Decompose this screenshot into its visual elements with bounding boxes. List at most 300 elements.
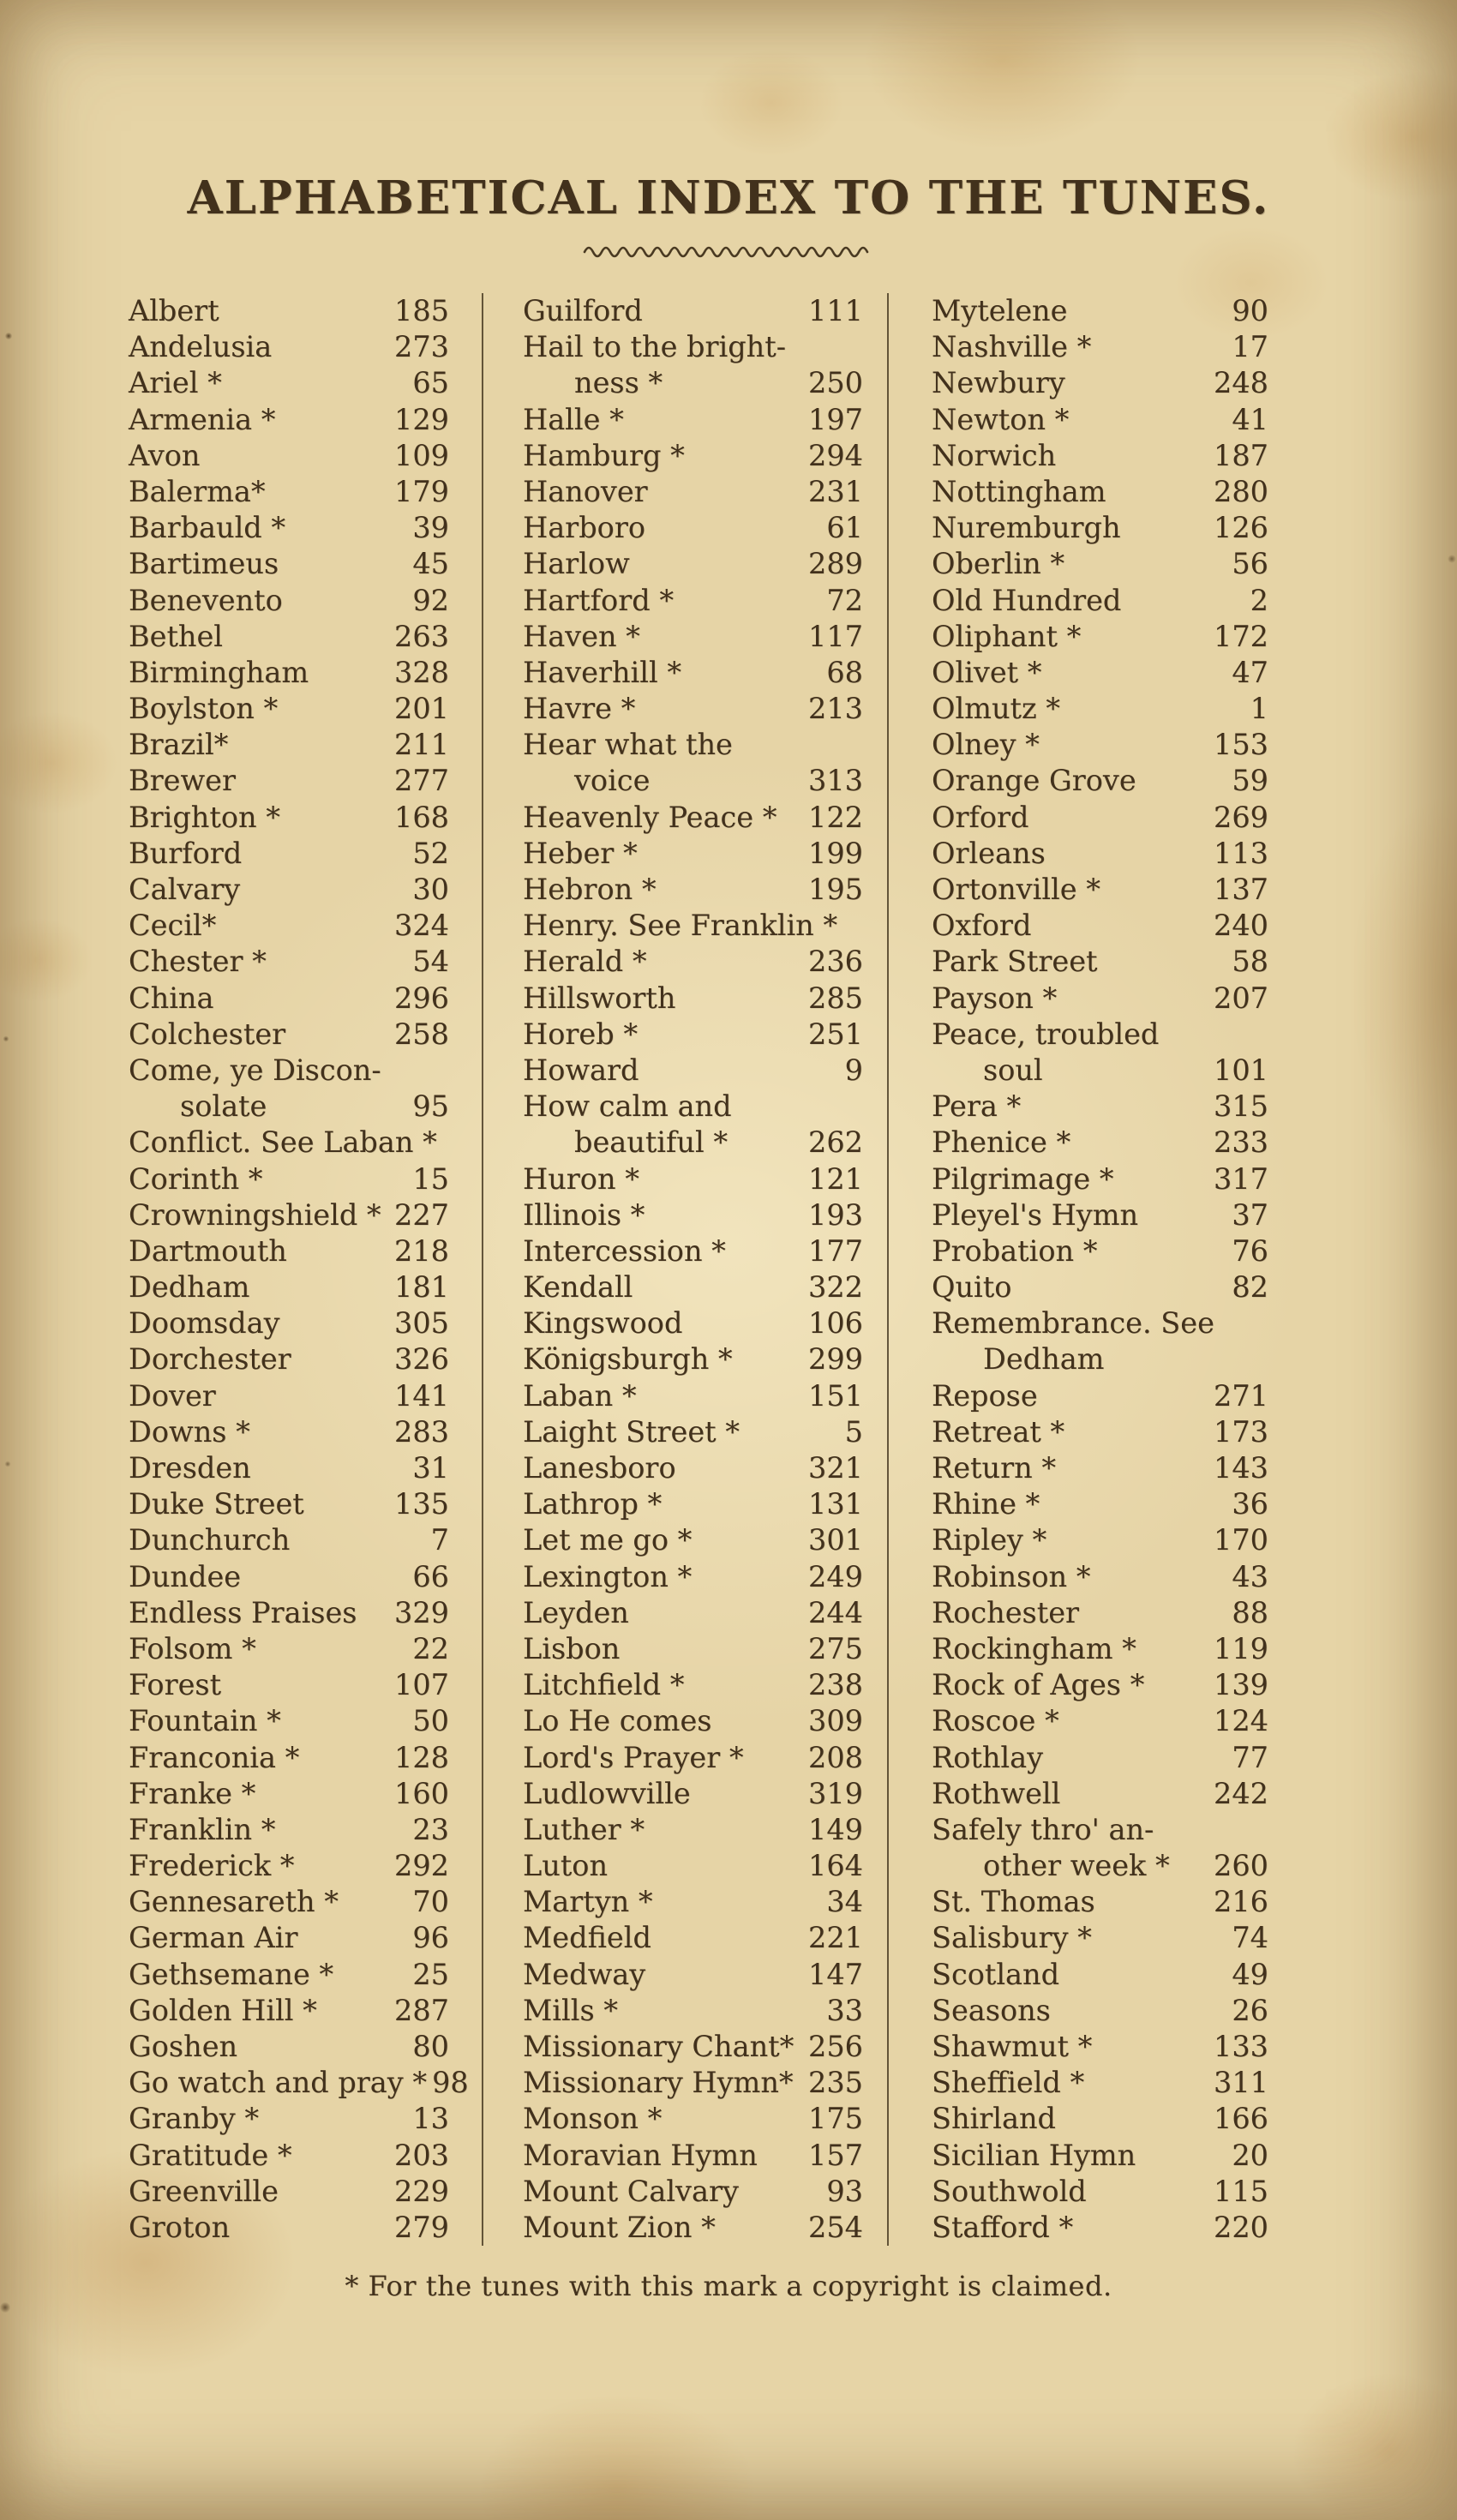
tune-name: Boylston * (129, 692, 279, 726)
page-number: 149 (808, 1812, 863, 1846)
page-number: 88 (1232, 1595, 1268, 1629)
page-number: 68 (826, 655, 863, 689)
page-number: 287 (394, 1993, 449, 2027)
tune-name: Rock of Ages * (932, 1668, 1145, 1702)
index-column-3 (887, 293, 1277, 2246)
index-entry-line (523, 1993, 863, 2029)
page-number: 324 (394, 909, 449, 943)
index-entry-line (523, 1125, 863, 1161)
tune-name: other week * (983, 1849, 1170, 1883)
tune-name: Lord's Prayer * (523, 1740, 744, 1774)
tune-name: Kendall (523, 1270, 633, 1305)
page-number: 279 (394, 2210, 449, 2244)
tune-name: Norwich (932, 438, 1057, 472)
index-entry-line (932, 546, 1268, 582)
tune-name: Lexington * (523, 1559, 693, 1593)
page-number: 321 (808, 1451, 863, 1485)
page-number: 124 (1214, 1704, 1268, 1738)
index-entry-line (932, 2138, 1268, 2174)
tune-name: Dunchurch (129, 1523, 291, 1557)
tune-name: Hebron * (523, 873, 657, 906)
index-entry-line (129, 1486, 449, 1522)
index-entry-line (129, 1631, 449, 1667)
index-entry-line (932, 2210, 1268, 2246)
index-entry-line (523, 438, 863, 474)
tune-name: Remembrance. See (932, 1306, 1214, 1341)
page-number: 216 (1214, 1885, 1268, 1919)
index-entry-line (129, 800, 449, 836)
index-entry-line (932, 1269, 1268, 1305)
tune-name: Nottingham (932, 474, 1106, 508)
index-entry-line (932, 1017, 1268, 1053)
page-number: 37 (1232, 1197, 1268, 1232)
tune-name: Harboro (523, 511, 645, 545)
index-entry-line (932, 1703, 1268, 1739)
tune-name: Quito (932, 1270, 1012, 1305)
index-entry-line (932, 981, 1268, 1017)
page-number: 195 (808, 873, 863, 906)
page-number: 15 (412, 1161, 449, 1196)
tune-name: Orange Grove (932, 764, 1136, 798)
tune-name: Intercession * (523, 1233, 726, 1268)
tune-name: Bartimeus (129, 547, 279, 581)
tune-name: Let me go * (523, 1523, 693, 1557)
page-number: 39 (412, 511, 449, 545)
page-number: 227 (394, 1197, 449, 1232)
index-entry-line (932, 619, 1268, 655)
tune-name: Moravian Hymn (523, 2138, 758, 2172)
tune-name: Crowningshield * (129, 1197, 381, 1232)
index-entry-line (129, 655, 449, 691)
tune-name: China (129, 981, 214, 1015)
index-entry-line (932, 1486, 1268, 1522)
index-entry-line (523, 1740, 863, 1776)
page-number: 289 (808, 547, 863, 581)
index-entry-line (523, 474, 863, 510)
page-number: 285 (808, 981, 863, 1015)
index-entry-line (129, 1703, 449, 1739)
page-number: 311 (1214, 2066, 1268, 2100)
index-entry-line (523, 1559, 863, 1595)
page-number: 262 (808, 1125, 863, 1160)
tune-name: Laban * (523, 1378, 637, 1413)
page-number: 117 (808, 619, 863, 653)
page-number: 147 (808, 1957, 863, 1991)
tune-name: Nuremburgh (932, 511, 1121, 545)
page-number: 22 (412, 1631, 449, 1665)
index-entry-line (129, 836, 449, 872)
tune-name: Ortonville * (932, 873, 1100, 906)
index-entry-line (932, 1740, 1268, 1776)
index-entry-line (932, 1233, 1268, 1269)
page-number: 220 (1214, 2210, 1268, 2244)
tune-name: Orford (932, 800, 1029, 834)
page-number: 292 (394, 1849, 449, 1883)
page-number: 47 (1232, 655, 1268, 689)
tune-name: Benevento (129, 583, 283, 617)
tune-name: Gratitude * (129, 2138, 292, 2172)
tune-name: Folsom * (129, 1631, 256, 1665)
page-number: 115 (1214, 2174, 1268, 2208)
index-entry-line (523, 1776, 863, 1812)
tune-name: Pera * (932, 1089, 1022, 1124)
page-number: 197 (808, 402, 863, 436)
page-number: 77 (1232, 1740, 1268, 1774)
page-number: 72 (826, 583, 863, 617)
tune-name: Olmutz * (932, 692, 1061, 726)
tune-name: Missionary Hymn* (523, 2066, 794, 2100)
page-number: 93 (826, 2174, 863, 2208)
page-number: 45 (412, 547, 449, 581)
tune-name: Lo He comes (523, 1704, 712, 1738)
page-number: 173 (1214, 1414, 1268, 1449)
page-number: 101 (1214, 1053, 1268, 1087)
tune-name: Lanesboro (523, 1451, 676, 1485)
index-entry-line (129, 691, 449, 727)
tune-name: Safely thro' an- (932, 1812, 1154, 1846)
page-number: 275 (808, 1631, 863, 1665)
tune-name: Luther * (523, 1812, 645, 1846)
page-number: 139 (1214, 1668, 1268, 1702)
tune-name: Bethel (129, 619, 224, 653)
wavy-rule-ornament (581, 242, 876, 259)
index-entry-line (129, 438, 449, 474)
index-entry-line (523, 944, 863, 980)
tune-name: Roscoe * (932, 1704, 1059, 1738)
page-number: 54 (412, 945, 449, 979)
tune-name: Greenville (129, 2174, 279, 2208)
page-number: 157 (808, 2138, 863, 2172)
index-entry-line (932, 1993, 1268, 2029)
tune-name: Olney * (932, 728, 1040, 762)
page-number: 273 (394, 330, 449, 364)
page-number: 305 (394, 1306, 449, 1341)
tune-name: Granby * (129, 2102, 260, 2136)
index-entry-line (523, 2029, 863, 2065)
index-entry-line (129, 1812, 449, 1848)
tune-name: soul (983, 1053, 1043, 1087)
tune-name: Endless Praises (129, 1595, 357, 1629)
page-number: 244 (808, 1595, 863, 1629)
tune-name: Ariel * (129, 366, 222, 400)
index-entry-line (523, 1595, 863, 1631)
tune-name: Go watch and pray * (129, 2066, 428, 2100)
page-number: 137 (1214, 873, 1268, 906)
tune-name: Halle * (523, 402, 624, 436)
page-number: 76 (1232, 1233, 1268, 1268)
index-entry-line (523, 1920, 863, 1956)
tune-name: Golden Hill * (129, 1993, 317, 2027)
page-number: 122 (808, 800, 863, 834)
tune-name: Groton (129, 2210, 231, 2244)
tune-name: Brazil* (129, 728, 229, 762)
page-number: 254 (808, 2210, 863, 2244)
index-entry-line (932, 1378, 1268, 1414)
index-entry-line (129, 1161, 449, 1197)
page-number: 168 (394, 800, 449, 834)
index-entry-line (523, 655, 863, 691)
tune-name: St. Thomas (932, 1885, 1095, 1919)
tune-name: Pilgrimage * (932, 1161, 1114, 1196)
tune-name: Hear what the (523, 728, 733, 762)
index-entry-line (932, 474, 1268, 510)
index-entry-line (932, 1848, 1268, 1884)
tune-name: beautiful * (574, 1125, 728, 1160)
page-number: 251 (808, 1017, 863, 1051)
index-entry-line (129, 510, 449, 546)
index-entry-line (523, 763, 863, 799)
page-number: 92 (412, 583, 449, 617)
tune-name: Medway (523, 1957, 646, 1991)
index-entry-line (932, 1920, 1268, 1956)
page-number: 277 (394, 764, 449, 798)
page-number: 256 (808, 2030, 863, 2063)
page-number: 181 (394, 1270, 449, 1305)
page-number: 233 (1214, 1125, 1268, 1160)
index-entry-line (523, 1450, 863, 1486)
index-entry-line (129, 365, 449, 401)
page-title: ALPHABETICAL INDEX TO THE TUNES. (187, 171, 1270, 225)
index-entry-line (932, 583, 1268, 619)
page-number: 326 (394, 1342, 449, 1377)
page-number: 328 (394, 655, 449, 689)
page-number: 17 (1232, 330, 1268, 364)
page-number: 135 (394, 1487, 449, 1521)
index-entry-line (523, 1341, 863, 1377)
tune-name: Forest (129, 1668, 222, 1702)
page-number: 280 (1214, 474, 1268, 508)
index-entry-line (523, 365, 863, 401)
tune-name: Southwold (932, 2174, 1087, 2208)
index-entry-line (932, 1812, 1268, 1848)
index-entry-line (129, 1197, 449, 1233)
tune-name: Burford (129, 836, 243, 870)
index-entry-line (129, 1450, 449, 1486)
tune-name: Havre * (523, 692, 636, 726)
index-entry-line (129, 1740, 449, 1776)
tune-name: Scotland (932, 1957, 1060, 1991)
index-entry-line (932, 1559, 1268, 1595)
index-entry-line (932, 1089, 1268, 1125)
page-number: 96 (412, 1921, 449, 1955)
page-number: 151 (808, 1378, 863, 1413)
page-number: 23 (412, 1812, 449, 1846)
page-number: 203 (394, 2138, 449, 2172)
index-entry-line (523, 2101, 863, 2137)
index-entry-line (523, 2138, 863, 2174)
index-entry-line (523, 981, 863, 1017)
page-number: 240 (1214, 909, 1268, 943)
index-entry-line (523, 1233, 863, 1269)
tune-name: Henry. See Franklin * (523, 909, 838, 943)
tune-name: Avon (129, 438, 201, 472)
page-number: 106 (808, 1306, 863, 1341)
page-number: 211 (394, 728, 449, 762)
index-entry-line (129, 1269, 449, 1305)
tune-name: Mount Calvary (523, 2174, 739, 2208)
page-number: 143 (1214, 1451, 1268, 1485)
page-number: 50 (412, 1704, 449, 1738)
index-entry-line (932, 329, 1268, 365)
index-entry-line (932, 1957, 1268, 1993)
index-entry-line (523, 800, 863, 836)
index-entry-line (523, 1812, 863, 1848)
tune-name: Ludlowville (523, 1776, 691, 1810)
page-number: 131 (808, 1487, 863, 1521)
index-entry-line (523, 2174, 863, 2210)
tune-name: Rochester (932, 1595, 1080, 1629)
tune-name: Franke * (129, 1776, 256, 1810)
index-entry-line (932, 1450, 1268, 1486)
index-entry-line (932, 365, 1268, 401)
tune-name: Come, ye Discon- (129, 1053, 381, 1087)
index-entry-line (932, 1305, 1268, 1341)
index-entry-line (523, 510, 863, 546)
index-entry-line (523, 1631, 863, 1667)
page-number: 61 (826, 511, 863, 545)
tune-name: Guilford (523, 294, 643, 327)
index-entry-line (523, 1848, 863, 1884)
tune-name: Laight Street * (523, 1414, 740, 1449)
page-number: 129 (394, 402, 449, 436)
page-number: 329 (394, 1595, 449, 1629)
index-entry-line (523, 1703, 863, 1739)
page-number: 236 (808, 945, 863, 979)
index-entry-line (523, 836, 863, 872)
index-entry-line (932, 2065, 1268, 2101)
tune-name: Colchester (129, 1017, 286, 1051)
tune-name: Horeb * (523, 1017, 639, 1051)
page-number: 229 (394, 2174, 449, 2208)
page-number: 43 (1232, 1559, 1268, 1593)
index-entry-line (932, 1053, 1268, 1089)
page-number: 309 (808, 1704, 863, 1738)
index-entry-line (932, 763, 1268, 799)
index-entry-line (523, 1305, 863, 1341)
index-entry-line (129, 908, 449, 944)
page-number: 49 (1232, 1957, 1268, 1991)
index-entry-line (129, 402, 449, 438)
tune-name: Old Hundred (932, 583, 1122, 617)
index-entry-line (932, 293, 1268, 329)
page-number: 95 (412, 1089, 449, 1124)
page-number: 172 (1214, 619, 1268, 653)
index-entry-line (523, 1884, 863, 1920)
page-number: 5 (844, 1414, 863, 1449)
tune-name: Haverhill * (523, 655, 682, 689)
page-number: 31 (412, 1451, 449, 1485)
index-entry-line (129, 619, 449, 655)
page-number: 242 (1214, 1776, 1268, 1810)
page-number: 153 (1214, 728, 1268, 762)
tune-name: ness * (574, 366, 663, 400)
page-number: 164 (808, 1849, 863, 1883)
index-entry-line (129, 1993, 449, 2029)
page-number: 141 (394, 1378, 449, 1413)
page-number: 185 (394, 294, 449, 327)
index-entry-line (129, 1053, 449, 1089)
page-number: 231 (808, 474, 863, 508)
tune-name: Fountain * (129, 1704, 281, 1738)
page-number: 109 (394, 438, 449, 472)
tune-name: Newton * (932, 402, 1070, 436)
index-entry-line (523, 1957, 863, 1993)
page-number: 271 (1214, 1378, 1268, 1413)
page-number: 179 (394, 474, 449, 508)
page-number: 74 (1232, 1921, 1268, 1955)
tune-name: voice (574, 764, 651, 798)
page-number: 90 (1232, 294, 1268, 327)
index-entry-line (523, 329, 863, 365)
index-entry-line (523, 691, 863, 727)
index-entry-line (129, 329, 449, 365)
page-number: 221 (808, 1921, 863, 1955)
tune-name: Oberlin * (932, 547, 1065, 581)
index-entry-line (523, 2065, 863, 2101)
tune-name: Oxford (932, 909, 1032, 943)
page-number: 56 (1232, 547, 1268, 581)
tune-name: Peace, troubled (932, 1017, 1160, 1051)
page-number: 260 (1214, 1849, 1268, 1883)
tune-name: Rothlay (932, 1740, 1044, 1774)
index-column-1 (129, 293, 482, 2246)
tune-name: Rothwell (932, 1776, 1061, 1810)
index-entry-line (129, 1884, 449, 1920)
tune-name: Duke Street (129, 1487, 304, 1521)
index-entry-line (523, 1089, 863, 1125)
page-number: 283 (394, 1414, 449, 1449)
tune-name: Luton (523, 1849, 609, 1883)
index-entry-line (932, 1522, 1268, 1558)
page-number: 66 (412, 1559, 449, 1593)
tune-name: Lathrop * (523, 1487, 663, 1521)
page-number: 313 (808, 764, 863, 798)
tune-name: Haven * (523, 619, 640, 653)
index-entry-line (129, 1414, 449, 1450)
index-entry-line (932, 1884, 1268, 1920)
tune-name: Martyn * (523, 1885, 653, 1919)
page-number: 208 (808, 1740, 863, 1774)
tune-name: Retreat * (932, 1414, 1065, 1449)
tune-name: Birmingham (129, 655, 309, 689)
page-number: 1 (1250, 692, 1268, 726)
index-entry-line (932, 1595, 1268, 1631)
tune-name: Dorchester (129, 1342, 291, 1377)
index-entry-line (129, 583, 449, 619)
index-entry-line (932, 1197, 1268, 1233)
page-number: 199 (808, 836, 863, 870)
page-number: 82 (1232, 1270, 1268, 1305)
index-entry-line (129, 546, 449, 582)
tune-name: Park Street (932, 945, 1098, 979)
index-entry-line (129, 944, 449, 980)
index-column-2 (482, 293, 887, 2246)
index-entry-line (523, 619, 863, 655)
page-number: 7 (430, 1523, 449, 1557)
page-number: 160 (394, 1776, 449, 1810)
index-entry-line (932, 944, 1268, 980)
page-number: 249 (808, 1559, 863, 1593)
index-entry-line (523, 1161, 863, 1197)
page-number: 30 (412, 873, 449, 906)
page-number: 26 (1232, 1993, 1268, 2027)
tune-name: Dover (129, 1378, 216, 1413)
tune-name: Balerma* (129, 474, 266, 508)
tune-name: Kingswood (523, 1306, 683, 1341)
page-number: 187 (1214, 438, 1268, 472)
index-entry-line (932, 1414, 1268, 1450)
index-entry-line (932, 402, 1268, 438)
